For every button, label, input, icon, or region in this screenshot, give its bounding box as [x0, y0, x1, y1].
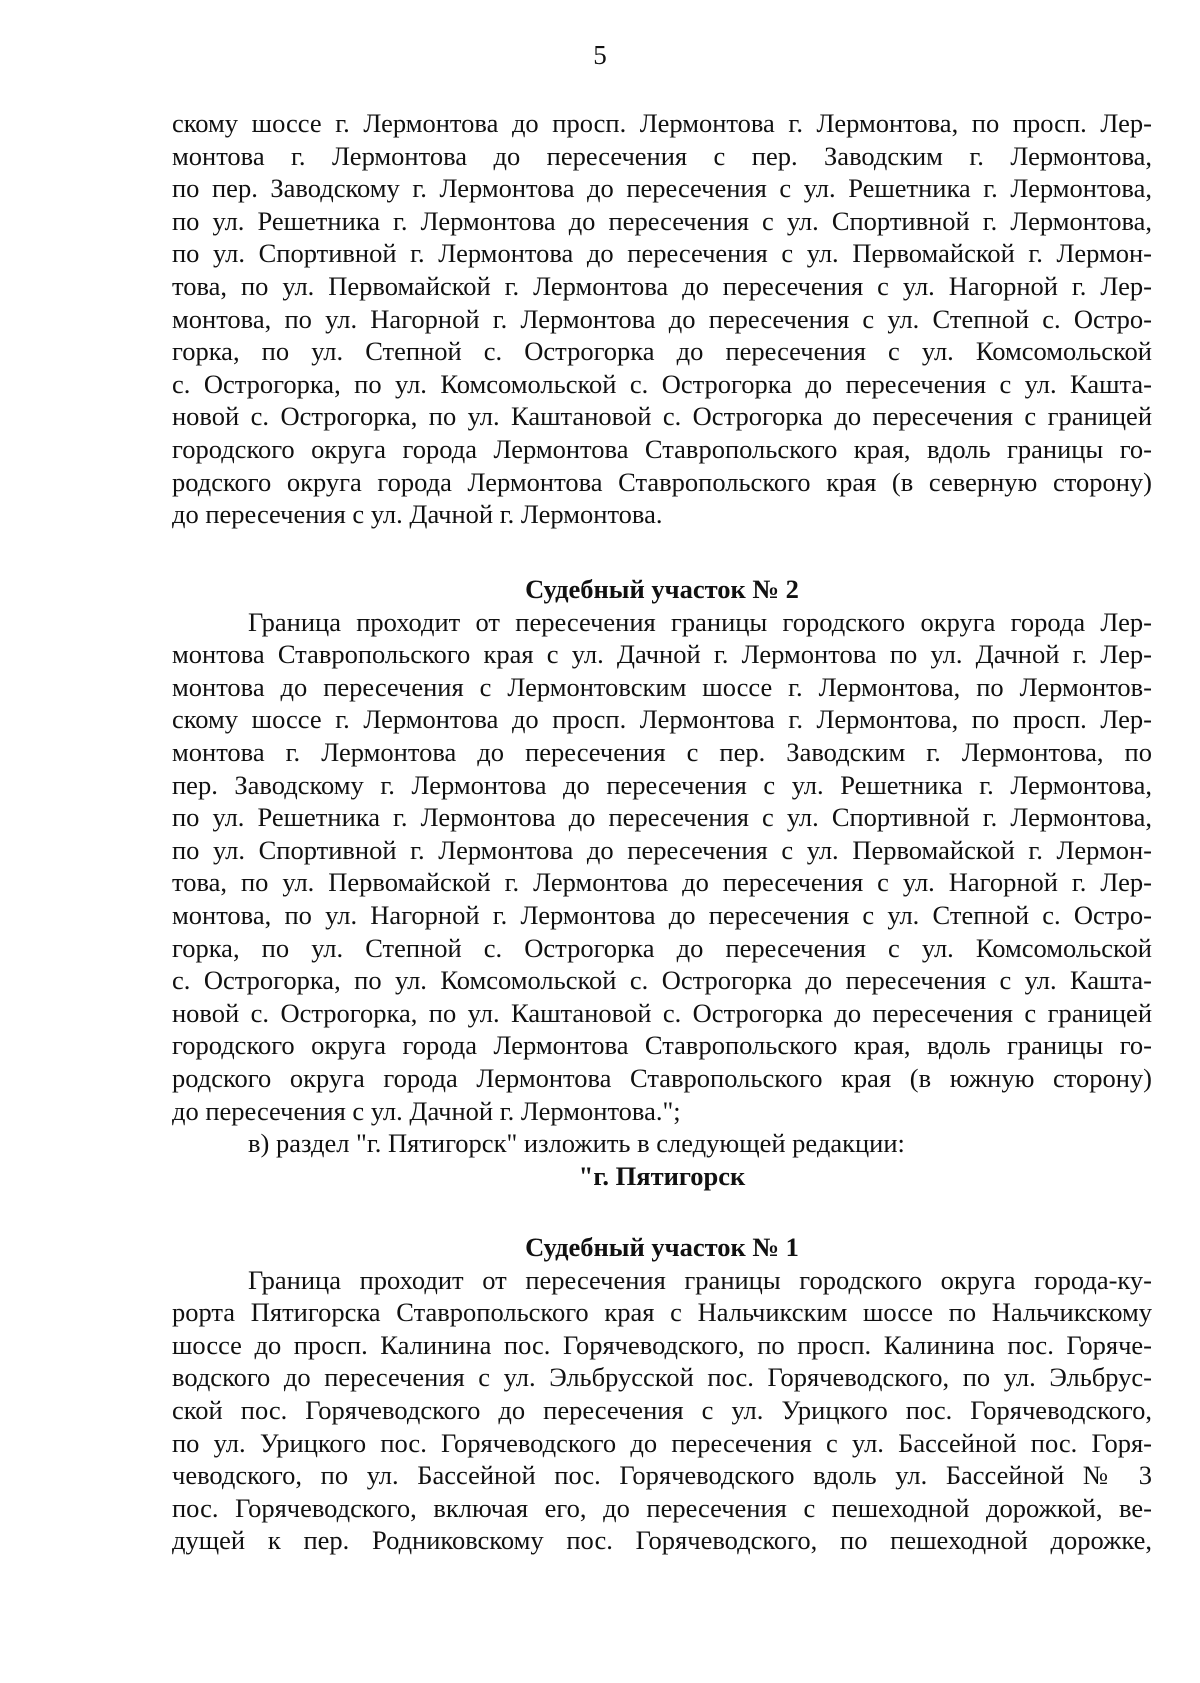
section-heading: Судебный участок № 1 [525, 1232, 799, 1262]
text-line: горка, по ул. Степной с. Острогорка до пересечения с ул. Комсомольской [172, 932, 1152, 963]
text-line: дущей к пер. Родниковскому пос. Горячеводского, по пешеходной дорожке, [172, 1525, 1152, 1556]
text-line: монтова Ставропольского края с ул. Дачной г. Лермонтова по ул. Дачной г. Лер- [172, 639, 1152, 670]
text-line: с. Острогорка, по ул. Комсомольской с. Острогорка до пересечения с ул. Кашта- [172, 965, 1152, 996]
text-line: монтова г. Лермонтова до пересечения с пер. Заводским г. Лермонтова, [172, 140, 1152, 171]
text-line: родского округа города Лермонтова Ставропольского края (в южную сторону) [172, 1062, 1152, 1093]
text-line: родского округа города Лермонтова Ставропольского края (в северную сторону) [172, 466, 1152, 497]
text-line: горка, по ул. Степной с. Острогорка до пересечения с ул. Комсомольской [172, 336, 1152, 367]
text-line: по ул. Спортивной г. Лермонтова до пересечения с ул. Первомайской г. Лермон- [172, 834, 1152, 865]
text-line: това, по ул. Первомайской г. Лермонтова до пересечения с ул. Нагорной г. Лер- [172, 867, 1152, 898]
text-line: това, по ул. Первомайской г. Лермонтова до пересечения с ул. Нагорной г. Лер- [172, 270, 1152, 301]
text-line: шоссе до просп. Калинина пос. Горячеводского, по просп. Калинина пос. Горяче- [172, 1329, 1152, 1360]
page-number: 5 [593, 40, 607, 70]
text-line: скому шоссе г. Лермонтова до просп. Лермонтова г. Лермонтова, по просп. Лер- [172, 108, 1152, 138]
section-heading: Судебный участок № 2 [525, 574, 799, 604]
text-line: монтова, по ул. Нагорной г. Лермонтова до пересечения с ул. Степной с. Остро- [172, 303, 1152, 334]
continuation-paragraph [172, 107, 1152, 531]
text-line: Граница проходит от пересечения границы городского округа города-ку- [248, 1264, 1152, 1295]
text-line: монтова г. Лермонтова до пересечения с пер. Заводским г. Лермонтова, по [172, 736, 1152, 767]
text-line: по ул. Решетника г. Лермонтова до пересечения с ул. Спортивной г. Лермонтова, [172, 205, 1152, 236]
text-line: пос. Горячеводского, включая его, до пересечения с пешеходной дорожкой, ве- [172, 1492, 1152, 1523]
text-line: по ул. Урицкого пос. Горячеводского до пересечения с ул. Бассейной пос. Горя- [172, 1427, 1152, 1458]
text-line: до пересечения с ул. Дачной г. Лермонтова."; [172, 1095, 681, 1126]
text-line: монтова, по ул. Нагорной г. Лермонтова до пересечения с ул. Степной с. Остро- [172, 899, 1152, 930]
city-heading: "г. Пятигорск [578, 1160, 746, 1191]
text-line: ской пос. Горячеводского до пересечения с ул. Урицкого пос. Горячеводского, [172, 1394, 1152, 1425]
text-line: пер. Заводскому г. Лермонтова до пересечения с ул. Решетника г. Лермонтова, [172, 769, 1152, 800]
section-court-district-1 [172, 1231, 1152, 1557]
text-line: до пересечения с ул. Дачной г. Лермонтова. [172, 499, 663, 530]
text-line: городского округа города Лермонтова Ставропольского края, вдоль границы го- [172, 1030, 1152, 1061]
text-line: рорта Пятигорска Ставропольского края с Нальчикским шоссе по Нальчикскому [172, 1297, 1152, 1328]
section-court-district-2 [172, 573, 1152, 1192]
text-line: скому шоссе г. Лермонтова до просп. Лермонтова г. Лермонтова, по просп. Лер- [172, 704, 1152, 735]
text-line: по ул. Спортивной г. Лермонтова до пересечения с ул. Первомайской г. Лермон- [172, 238, 1152, 269]
text-line: с. Острогорка, по ул. Комсомольской с. Острогорка до пересечения с ул. Кашта- [172, 368, 1152, 399]
text-line: по ул. Решетника г. Лермонтова до пересечения с ул. Спортивной г. Лермонтова, [172, 802, 1152, 833]
text-line: Граница проходит от пересечения границы городского округа города Лер- [248, 606, 1152, 637]
text-line: новой с. Острогорка, по ул. Каштановой с. Острогорка до пересечения с границей [172, 401, 1152, 432]
text-line: чеводского, по ул. Бассейной пос. Горячеводского вдоль ул. Бассейной № 3 [172, 1460, 1152, 1491]
amendment-item: в) раздел "г. Пятигорск" изложить в следующей редакции: [248, 1128, 905, 1159]
text-line: монтова до пересечения с Лермонтовским шоссе г. Лермонтова, по Лермонтов- [172, 671, 1152, 702]
text-line: городского округа города Лермонтова Ставропольского края, вдоль границы го- [172, 433, 1152, 464]
text-line: по пер. Заводскому г. Лермонтова до пересечения с ул. Решетника г. Лермонтова, [172, 173, 1152, 204]
text-line: водского до пересечения с ул. Эльбрусской пос. Горячеводского, по ул. Эльбрус- [172, 1362, 1152, 1393]
text-line: новой с. Острогорка, по ул. Каштановой с. Острогорка до пересечения с границей [172, 997, 1152, 1028]
